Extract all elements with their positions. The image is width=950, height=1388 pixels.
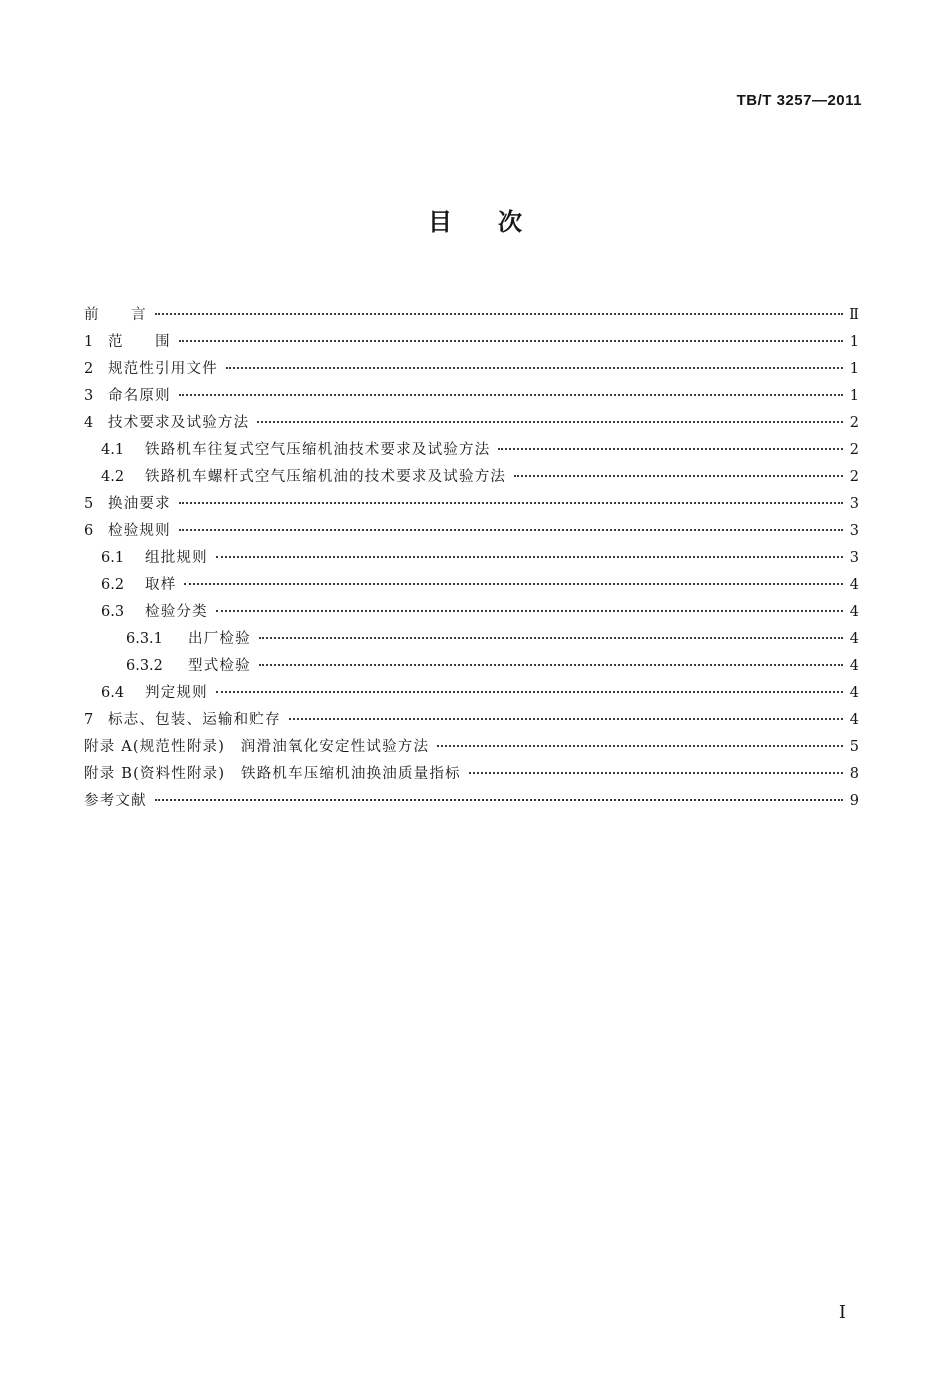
toc-entry-title: 判定规则 (145, 685, 208, 701)
toc-entry[interactable] (84, 545, 859, 572)
toc-entry-number: 6.4 (101, 685, 125, 701)
toc-leader-dots (155, 799, 843, 801)
toc-entry[interactable] (84, 707, 859, 734)
toc-entry[interactable] (84, 302, 859, 329)
toc-entry[interactable] (84, 788, 859, 815)
toc-entry-page: 2 (849, 415, 859, 431)
toc-entry-page: 2 (849, 442, 859, 458)
toc-entry[interactable] (84, 410, 859, 437)
toc-leader-dots (289, 718, 843, 720)
toc-entry-number: 4.2 (101, 469, 125, 485)
toc-entry-page: 4 (849, 658, 859, 674)
toc-entry-title: 范 围 (108, 334, 171, 350)
toc-entry[interactable] (84, 437, 859, 464)
toc-leader-dots (469, 772, 843, 774)
toc-entry-number: 6 (84, 523, 94, 539)
toc-entry-number: 5 (84, 496, 94, 512)
toc-entry-title: 前 言 (84, 307, 147, 323)
toc-entry-page: 9 (849, 793, 859, 809)
toc-entry-number: 3 (84, 388, 94, 404)
toc-leader-dots (226, 367, 843, 369)
toc-entry[interactable] (84, 626, 859, 653)
toc-entry[interactable] (84, 599, 859, 626)
toc-entry-title: 标志、包装、运输和贮存 (108, 712, 281, 728)
toc-entry-page: 4 (849, 577, 859, 593)
toc-entry-page: 1 (849, 361, 859, 377)
toc-entry-title: 附录 A(规范性附录) 润滑油氧化安定性试验方法 (84, 739, 430, 755)
table-of-contents (84, 302, 859, 815)
toc-entry-title: 铁路机车螺杆式空气压缩机油的技术要求及试验方法 (145, 469, 507, 485)
toc-entry[interactable] (84, 680, 859, 707)
toc-leader-dots (216, 691, 843, 693)
toc-entry-number: 7 (84, 712, 94, 728)
page-title: 目次 (428, 208, 568, 236)
toc-entry-page: 4 (849, 712, 859, 728)
toc-entry-title: 规范性引用文件 (108, 361, 218, 377)
toc-entry-title: 命名原则 (108, 388, 171, 404)
toc-entry-page: 3 (849, 550, 859, 566)
toc-entry[interactable] (84, 356, 859, 383)
toc-entry-title: 参考文献 (84, 793, 147, 809)
toc-entry-page: 8 (849, 766, 859, 782)
page-number: Ⅰ (838, 1302, 846, 1323)
toc-entry-number: 6.1 (101, 550, 125, 566)
toc-entry-page: 2 (849, 469, 859, 485)
toc-leader-dots (155, 313, 843, 315)
toc-entry-title: 组批规则 (145, 550, 208, 566)
toc-entry-title: 铁路机车往复式空气压缩机油技术要求及试验方法 (145, 442, 491, 458)
standard-code: TB/T 3257—2011 (736, 92, 862, 109)
toc-entry[interactable] (84, 653, 859, 680)
toc-leader-dots (179, 340, 843, 342)
toc-entry-title: 检验规则 (108, 523, 171, 539)
toc-entry-title: 附录 B(资料性附录) 铁路机车压缩机油换油质量指标 (84, 766, 461, 782)
toc-entry-number: 2 (84, 361, 94, 377)
toc-leader-dots (179, 394, 843, 396)
toc-entry[interactable] (84, 329, 859, 356)
toc-entry-number: 6.2 (101, 577, 125, 593)
toc-entry[interactable] (84, 464, 859, 491)
toc-entry[interactable] (84, 518, 859, 545)
toc-leader-dots (259, 637, 843, 639)
toc-entry-title: 换油要求 (108, 496, 171, 512)
toc-entry-page: 4 (849, 685, 859, 701)
toc-leader-dots (216, 556, 843, 558)
toc-leader-dots (514, 475, 843, 477)
toc-leader-dots (216, 610, 843, 612)
toc-entry-title: 检验分类 (145, 604, 208, 620)
toc-entry-number: 6.3.2 (126, 658, 163, 674)
toc-entry-page: 1 (849, 334, 859, 350)
toc-entry-page: 4 (849, 604, 859, 620)
toc-entry[interactable] (84, 734, 859, 761)
toc-entry[interactable] (84, 761, 859, 788)
toc-entry-title: 型式检验 (188, 658, 251, 674)
toc-entry-page: 3 (849, 496, 859, 512)
toc-entry-page: 3 (849, 523, 859, 539)
toc-entry-title: 技术要求及试验方法 (108, 415, 250, 431)
toc-entry[interactable] (84, 491, 859, 518)
toc-entry-number: 1 (84, 334, 94, 350)
toc-entry[interactable] (84, 572, 859, 599)
toc-entry-number: 4.1 (101, 442, 125, 458)
toc-leader-dots (179, 502, 843, 504)
toc-leader-dots (257, 421, 843, 423)
toc-entry-title: 取样 (145, 577, 177, 593)
toc-entry-page: 4 (849, 631, 859, 647)
toc-entry-number: 4 (84, 415, 94, 431)
toc-entry-title: 出厂检验 (188, 631, 251, 647)
toc-entry-number: 6.3.1 (126, 631, 163, 647)
toc-leader-dots (498, 448, 843, 450)
toc-leader-dots (184, 583, 843, 585)
toc-entry-page: 5 (849, 739, 859, 755)
toc-entry[interactable] (84, 383, 859, 410)
toc-entry-page: 1 (849, 388, 859, 404)
toc-leader-dots (437, 745, 843, 747)
toc-leader-dots (259, 664, 843, 666)
toc-entry-number: 6.3 (101, 604, 125, 620)
toc-leader-dots (179, 529, 843, 531)
toc-entry-page: Ⅱ (849, 307, 859, 323)
